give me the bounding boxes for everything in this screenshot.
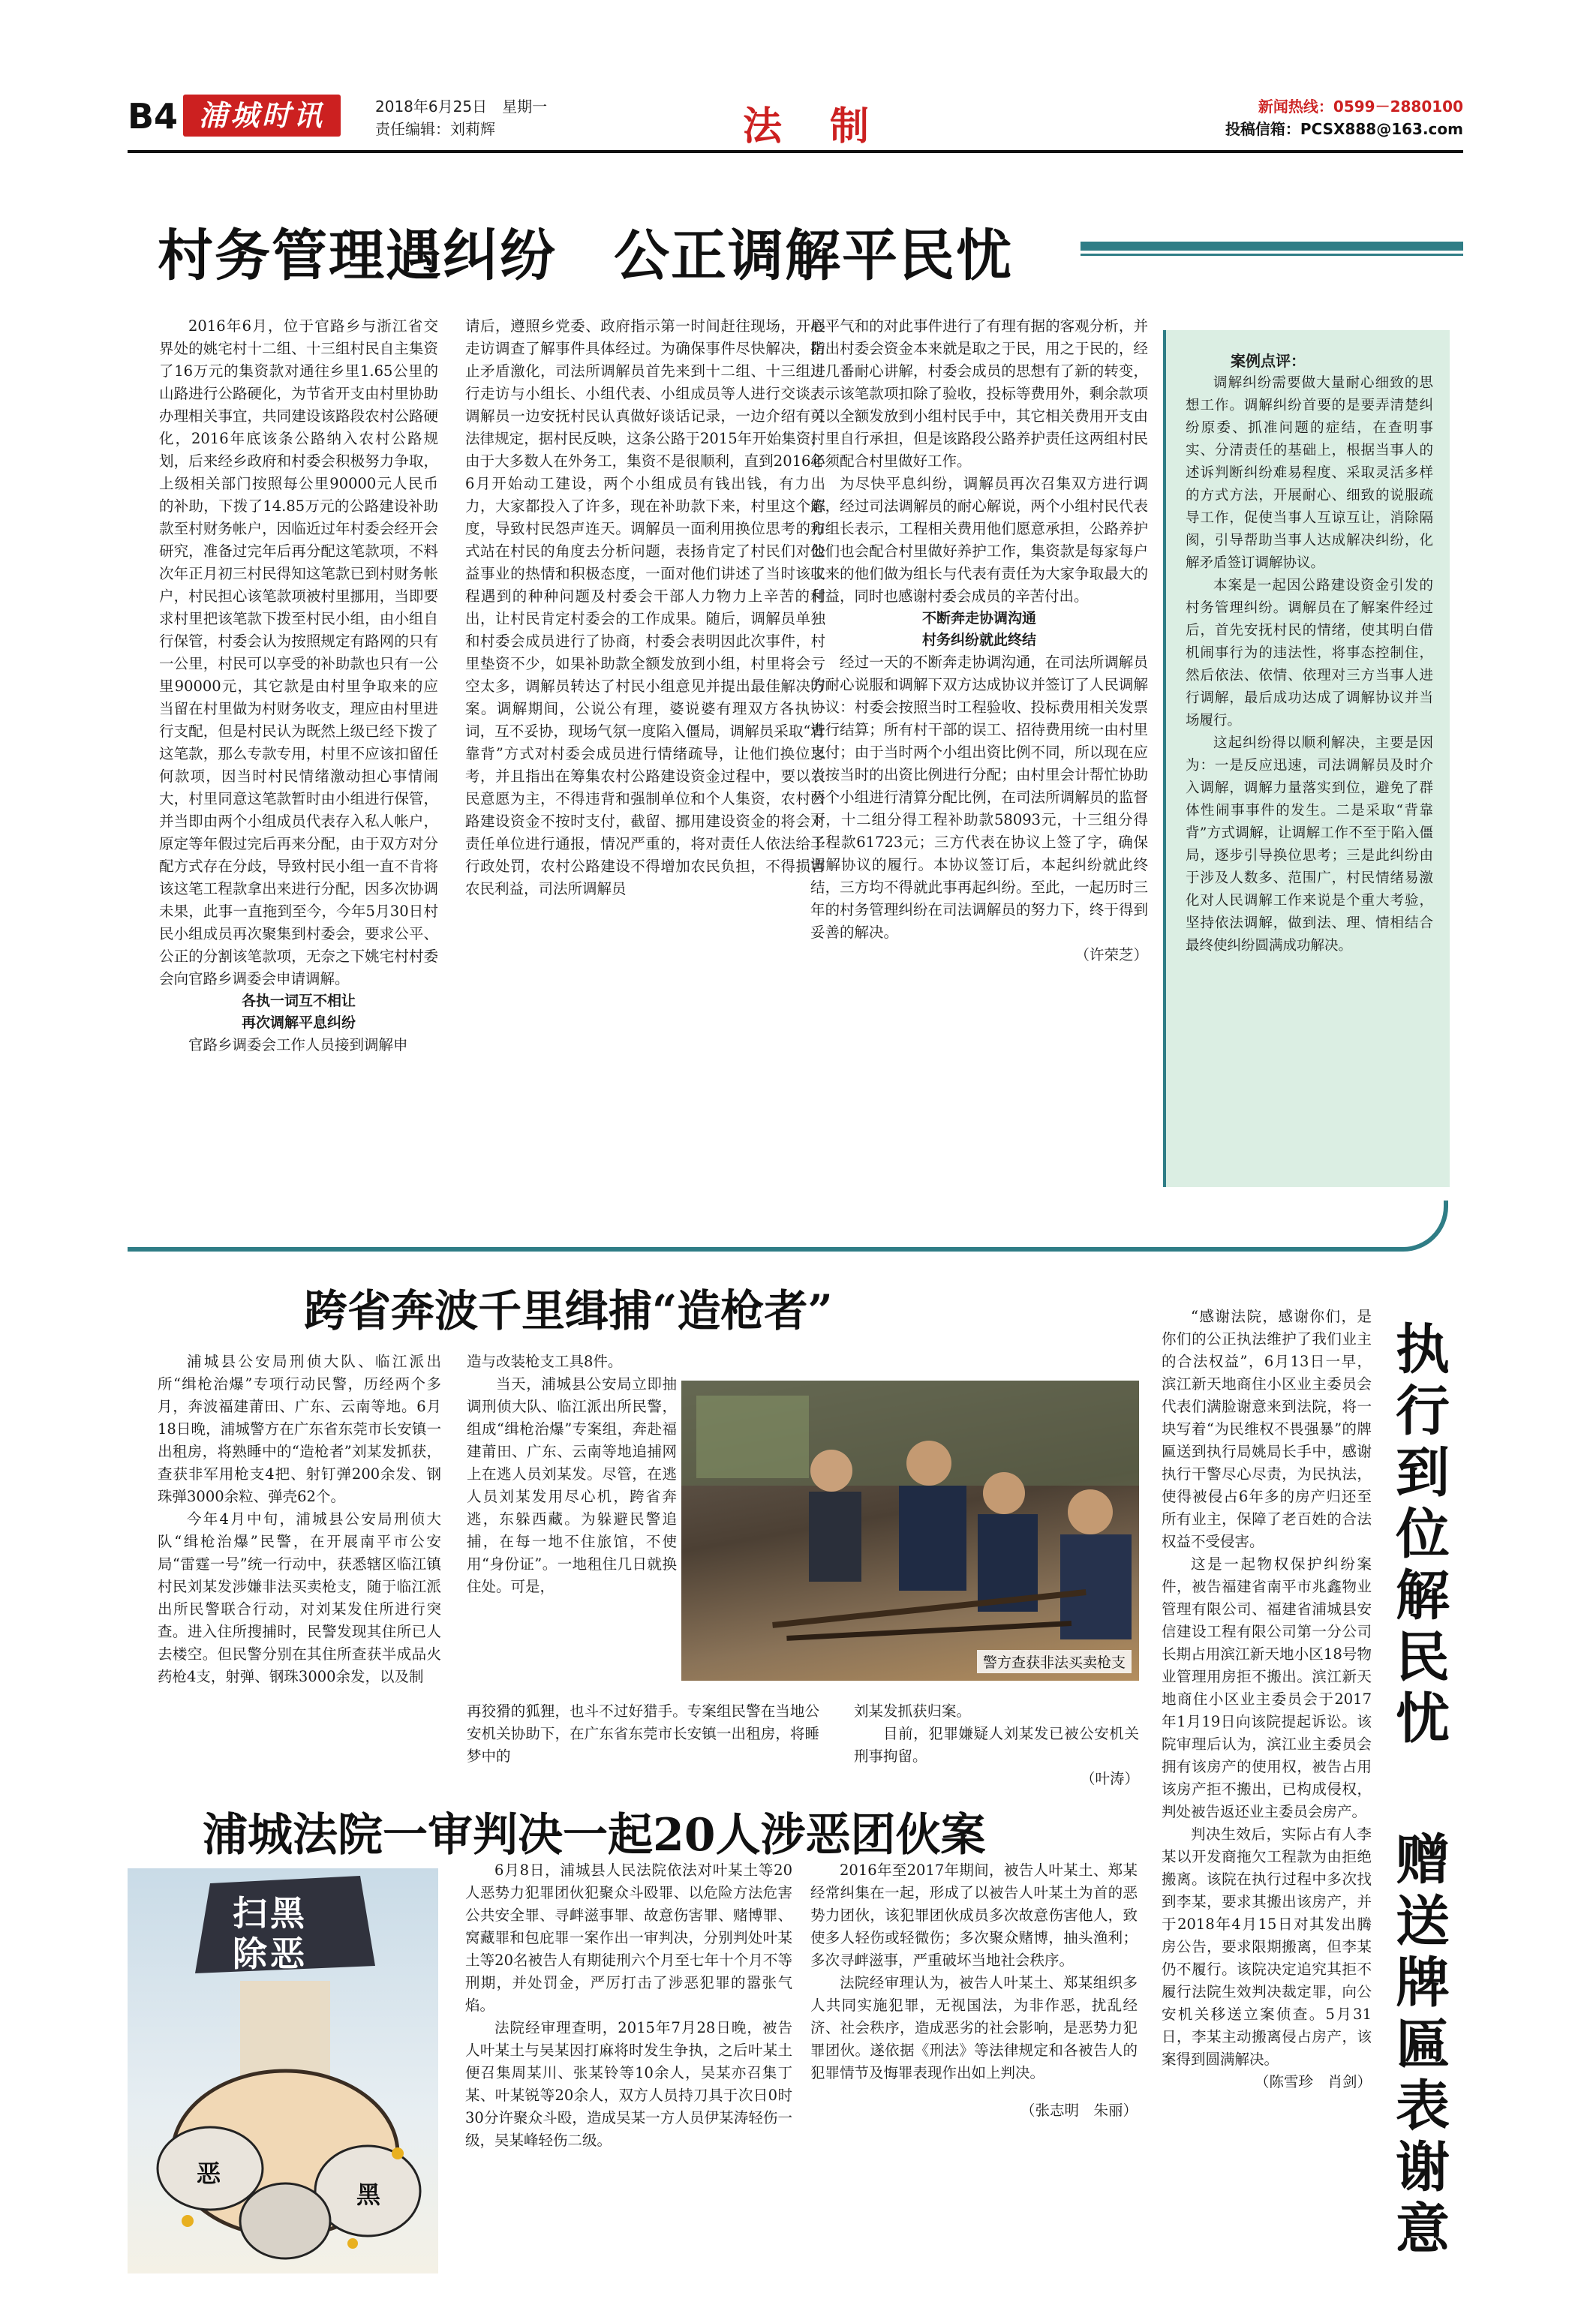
subheading: 各执一词互不相让 xyxy=(241,993,356,1009)
paper-name-logo xyxy=(183,95,341,137)
article-column xyxy=(1162,1306,1372,2281)
article-title: 浦城法院一审判决一起20人涉恶团伙案 xyxy=(203,1809,986,1862)
anti-gang-poster xyxy=(128,1868,438,2273)
poster-slogan-2: 除恶 xyxy=(233,1934,308,1974)
paragraph: 法院经审理查明，2015年7月28日晚，被告人叶某土与吴某因打麻将时发生争执，之后叶某土便召集周某川、张某铃等10余人，吴某亦召集丁某、叶某锐等20余人，双方人员持刀具于次日0时30分许聚众斗殴，造成吴某一方人员伊某涛轻伤一级，吴某峰轻伤二级。 xyxy=(465,2019,792,2149)
arrest-photo xyxy=(681,1381,1139,1681)
paragraph: 浦城县公安局刑侦大队、临江派出所“缉枪治爆”专项行动民警，历经两个多月，奔波福建莆田、广东、云南等地。6月18日晚，浦城警方在广东省东莞市长安镇一出租房，将熟睡中的“造枪者”刘某发抓获，查获非军用枪支4把、射钉弹200余发、钢珠弹3000余粒、弹壳62个。 xyxy=(158,1353,441,1505)
paragraph: 再狡猾的狐狸，也斗不过好猎手。专案组民警在当地公安机关协助下，在广东省东莞市长安镇一出租房，将睡梦中的 xyxy=(467,1702,819,1765)
masthead xyxy=(128,89,1463,149)
paragraph: 经过一天的不断奔走协调沟通，在司法所调解员的耐心说服和调解下双方达成协议并签订了人民调解协议：村委会按照当时工程验收、投标费用相关发票进行结算；所有村干部的误工、招待费用统一由村里支付；由于当时两个小组出资比例不同，所以现在应当按当时的出资比例进行分配；由村里会计帮忙协助两个小组进行清算分配比例，在司法所调解员的监督下，十二组分得工程补助款58093元，十三组分得工程款61723元；三方代表在协议上签了字，确保调解协议的履行。本协议签订后，本起纠纷就此终结，三方均不得就此事再起纠纷。至此，一起历时三年的村务管理纠纷在司法调解员的努力下，终于得到妥善的解决。 xyxy=(810,654,1148,941)
paragraph: 刘某发抓获归案。 xyxy=(854,1702,972,1720)
article-title: 跨省奔波千里缉捕“造枪者” xyxy=(304,1285,833,1336)
case-review-box xyxy=(1163,330,1450,1187)
paragraph: 当天，浦城县公安局立即抽调刑侦大队、临江派出所民警，组成“缉枪治爆”专案组，奔赴福建莆田、广东、云南等地追捕网上在逃人员刘某发。尽管，在逃人员刘某发用尽心机，跨省奔逃，东躲西藏。为躲避民警追捕，在每一地不住旅馆，不使用“身份证”。一地租住几日就换住处。可是， xyxy=(467,1375,677,1595)
paragraph: 心平气和的对此事件进行了有理有据的客观分析，并指出村委会资金本来就是取之于民，用之于民的，经过几番耐心讲解，村委会成员的思想有了新的转变，表示该笔款项扣除了验收，投标等费用外，剩余款项可以全额发放到小组村民手中，其它相关费用开支由村里自行承担，但是该路段公路养护责任这两组村民必须配合村里做好工作。 xyxy=(810,317,1148,470)
section-divider xyxy=(128,1247,1388,1252)
title-rule xyxy=(1081,242,1463,251)
news-hotline: 新闻热线：0599－2880100 xyxy=(1258,98,1463,116)
section-divider-corner xyxy=(1388,1201,1448,1252)
byline: （陈雪珍 肖剑） xyxy=(1254,2073,1372,2090)
page-code: B4 xyxy=(128,96,179,137)
photo-caption-text: 警方查获非法买卖枪支 xyxy=(982,1654,1126,1671)
subheading: 不断奔走协调沟通 xyxy=(921,610,1036,627)
paragraph: 今年4月中旬，浦城县公安局刑侦大队“缉枪治爆”民警，在开展南平市公安局“雷霆一号”统一行动中，获悉辖区临江镇村民刘某发涉嫌非法买卖枪支，随于临江派出所民警联合行动，对刘某发住所进行突查。进入住所搜捕时，民警发现其住所已人去楼空。但民警分别在其住所查获半成品火药枪4支，射弹、钢珠3000余发，以及制 xyxy=(158,1510,441,1685)
paragraph: 6月8日，浦城县人民法院依法对叶某土等20人恶势力犯罪团伙犯聚众斗殴罪、以危险方法危害公共安全罪、寻衅滋事罪、故意伤害罪、赌博罪、窝藏罪和包庇罪一案作出一审判决，分别判处叶某土等20名被告人有期徒刑六个月至七年十个月不等刑期，并处罚金，严厉打击了涉恶犯罪的嚣张气焰。 xyxy=(465,1862,792,2014)
paragraph: 法院经审理认为，被告人叶某土、郑某组织多人共同实施犯罪，无视国法，为非作恶，扰乱经济、社会秩序，造成恶劣的社会影响，是恶势力犯罪团伙。遂依据《刑法》等法律规定和各被告人的犯罪情节及悔罪表现作出如上判决。 xyxy=(810,1974,1138,2081)
photo-scene xyxy=(681,1381,1139,1681)
paragraph: 判决生效后，实际占有人李某以开发商拖欠工程款为由拒绝搬离。该院在执行过程中多次找到李某，要求其搬出该房产，并于2018年4月15日对其发出腾房公告，要求限期搬离，但李某仍不履行。该院决定追究其拒不履行法院生效判决裁定罪，向公安机关移送立案侦查。5月31日，李某主动搬离侵占房产，该案得到圆满解决。 xyxy=(1162,1826,1372,2068)
paragraph: 官路乡调委会工作人员接到调解申 xyxy=(188,1036,408,1053)
review-paragraph: 调解纠纷需要做大量耐心细致的思想工作。调解纠纷首要的是要弄清楚纠纷原委、抓准问题的症结，在查明事实、分清责任的基础上，根据当事人的述诉判断纠纷难易程度、采取灵活多样的方式方法，开展耐心、细致的说服疏导工作，促使当事人互谅互让，消除隔阂，引导帮助当事人达成解决纠纷，化解矛盾签订调解协议。 xyxy=(1186,375,1433,571)
subheading: 村务纠纷就此终结 xyxy=(921,632,1036,648)
paragraph: 目前，犯罪嫌疑人刘某发已被公安机关刑事拘留。 xyxy=(854,1725,1139,1765)
title-rule-thin xyxy=(1081,254,1463,256)
date-line: 2018年6月25日 星期一 xyxy=(375,98,548,116)
photo-caption xyxy=(977,1650,1132,1673)
article-column-1 xyxy=(158,1351,441,1793)
editor-line: 责任编辑：刘莉辉 xyxy=(375,120,495,138)
paragraph: 造与改装枪支工具8件。 xyxy=(467,1353,623,1370)
article-column-2-bottom xyxy=(467,1700,819,1790)
poster-tag-evil: 恶 xyxy=(197,2159,221,2188)
byline: （叶涛） xyxy=(1080,1770,1139,1787)
article-title: 村务管理遇纠纷 公正调解平民忧 xyxy=(158,224,1013,288)
submission-email: 投稿信箱：PCSX888@163.com xyxy=(1225,120,1463,138)
poster-slogan-1: 扫黑 xyxy=(233,1893,308,1934)
article-column-1 xyxy=(159,315,438,1246)
review-paragraph: 这起纠纷得以顺利解决，主要是因为：一是反应迅速，司法调解员及时介入调解，调解力量落实到位，避免了群体性闹事事件的发生。二是采取“背靠背”方式调解，让调解工作不至于陷入僵局，逐步引导换位思考；三是此纠纷由于涉及人数多、范围广，村民情绪易激化对人民调解工作来说是个重大考验，坚持依法调解，做到法、理、情相结合最终使纠纷圆满成功解决。 xyxy=(1186,735,1433,954)
paper-name-text: 浦城时讯 xyxy=(198,98,325,132)
review-paragraph: 本案是一起因公路建设资金引发的村务管理纠纷。调解员在了解案件经过后，首先安抚村民的情绪，使其明白借机闹事行为的违法性，将事态控制住，然后依法、依情、依理对三方当事人进行调解，最后成功达成了调解协议并当场履行。 xyxy=(1186,578,1433,729)
article-column-3 xyxy=(810,315,1148,1246)
header-rule xyxy=(128,150,1463,153)
paragraph: 这是一起物权保护纠纷案件，被告福建省南平市兆鑫物业管理有限公司、福建省浦城县安信建设工程有限公司第一分公司长期占用滨江新天地小区18号物业管理用房拒不搬出。滨江新天地商住小区业主委员会于2017年1月19日向该院提起诉讼。该院审理后认为，滨江业主委员会拥有该房产的使用权，被告占用该房产拒不搬出，已构成侵权，判处被告返还业主委员会房产。 xyxy=(1162,1555,1372,1820)
article-column-2 xyxy=(465,315,825,1246)
vertical-title-1: 执行到位解民忧 xyxy=(1387,1321,1450,1751)
paragraph: 请后，遵照乡党委、政府指示第一时间赶往现场，开展走访调查了解事件具体经过。为确保事件尽快解决，防止矛盾激化，司法所调解员首先来到十二组、十三组进行走访与小组长、小组代表、小组成员等人进行交谈。调解员一边安抚村民认真做好谈话记录，一边介绍有关法律规定，据村民反映，这条公路于2015年开始集资，由于大多数人在外务工，集资不是很顺利，直到2016年6月开始动工建设，两个小组成员有钱出钱，有力出力，大家都投入了许多，现在补助款下来，村里这个态度，导致村民怨声连天。调解员一面利用换位思考的方式站在村民的角度去分析问题，表扬肯定了村民们对公益事业的热情和积极态度，一面对他们讲述了当时该工程遇到的种种问题及村委会干部人力物力上辛苦的付出，让村民肯定村委会的工作成果。随后，调解员单独和村委会成员进行了协商，村委会表明因此次事件，村里垫资不少，如果补助款全额发放到小组，村里将会亏空太多，调解员转达了村民小组意见并提出最佳解决方案。调解期间，公说公有理，婆说婆有理双方各执一词，互不妥协，现场气氛一度陷入僵局，调解员采取“背靠背”方式对村委会成员进行情绪疏导，让他们换位思考，并且指出在筹集农村公路建设资金过程中，要以农民意愿为主，不得违背和强制单位和个人集资，农村公路建设资金不按时支付，截留、挪用建设资金的将会对责任单位进行通报，情况严重的，将对责任人依法给予行政处罚，农村公路建设不得增加农民负担，不得损害农民利益，司法所调解员 xyxy=(465,317,825,897)
paragraph: 为尽快平息纠纷，调解员再次召集双方进行调解，经过司法调解员的耐心解说，两个小组村民代表和组长表示，工程相关费用他们愿意承担，公路养护他们也会配合村里做好养护工作，集资款是每家每户收来的他们做为组长与代表有责任为大家争取最大的利益，同时也感谢村委会成员的辛苦付出。 xyxy=(810,475,1148,605)
paragraph: “感谢法院，感谢你们，是你们的公正执法维护了我们业主的合法权益”，6月13日一早，滨江新天地商住小区业主委员会代表们满脸谢意来到法院，将一块写着“为民维权不畏强暴”的牌匾送到执行局姚局长手中，感谢执行干警尽心尽责，为民执法，使得被侵占6年多的房产归还至所有业主，保障了老百姓的合法权益不受侵害。 xyxy=(1162,1308,1372,1550)
article-column-2 xyxy=(810,1859,1138,2279)
poster-tag-black: 黑 xyxy=(356,2180,381,2209)
paragraph: 2016年至2017年期间，被告人叶某土、郑某经常纠集在一起，形成了以被告人叶某土为首的恶势力团伙，该犯罪团伙成员多次故意伤害他人，致使多人轻伤或轻微伤；多次聚众赌博，抽头渔利；多次寻衅滋事，严重破坏当地社会秩序。 xyxy=(810,1862,1138,1969)
byline: （许荣芝） xyxy=(1075,946,1148,963)
section-title: 法 制 xyxy=(743,104,874,149)
case-review-title: 案例点评： xyxy=(1231,352,1306,370)
paragraph: 2016年6月，位于官路乡与浙江省交界处的姚宅村十二组、十三组村民自主集资了16万元的集资款对通往乡里1.65公里的山路进行公路硬化，为节省开支由村里协助办理相关事宜，共同建设该路段农村公路硬化，2016年底该条公路纳入农村公路规划，后来经乡政府和村委会积极努力争取，上级相关部门按照每公里90000元人民币的补助，下拨了14.85万元的公路建设补助款至村财务帐户，因临近过年村委会经开会研究，准备过完年后再分配这笔款项，不料次年正月初三村民得知这笔款已到村财务帐户，村民担心该笔款项被村里挪用，当即要求村里把该笔款下拨至村民小组，由小组自行保管，村委会认为按照规定有路网的只有一公里，村民可以享受的补助款也只有一公里90000元，其它款是由村里争取来的应当留在村里做为村财务收支，理应由村里进行支配，但是村民认为既然上级已经下拨了这笔款，那么专款专用，村里不应该扣留任何款项，因当时村民情绪激动担心事情闹大，村里同意这笔款暂时由小组进行保管，并当即由两个小组成员代表存入私人帐户，原定等年假过完后再来分配，由于双方对分配方式存在分歧，导致村民小组一直不肯将该这笔工程款拿出来进行分配，因多次协调未果，此事一直拖到至今，今年5月30日村民小组成员再次聚集到村委会，要求公平、公正的分割该笔款项，无奈之下姚宅村村委会向官路乡调委会申请调解。 xyxy=(159,317,438,987)
vertical-title-2: 赠送牌匾表谢意 xyxy=(1387,1831,1450,2261)
article-column-1 xyxy=(465,1859,792,2279)
subheading: 再次调解平息纠纷 xyxy=(241,1014,356,1031)
byline: （张志明 朱丽） xyxy=(1020,2102,1138,2119)
article-column-3 xyxy=(854,1700,1139,1790)
